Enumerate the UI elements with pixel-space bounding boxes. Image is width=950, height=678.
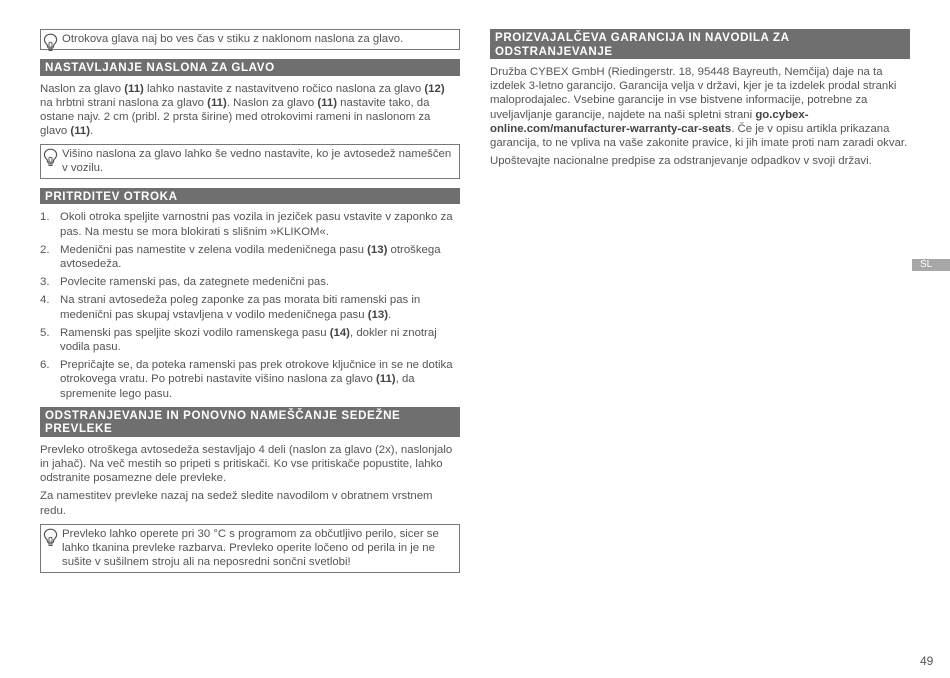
list-item: 1. Okoli otroka speljite varnostni pas vozila in jeziček pasu vstavite v zaponko za pas. Na mestu se mora blokirati s slišnim »KLIKOM«.	[40, 211, 453, 238]
list-item: 2. Medenični pas namestite v zelena vodila medeničnega pasu (13) otroškega avtosedeža.	[40, 243, 441, 271]
paragraph: Naslon za glavo (11) lahko nastavite z nastavitveno ročico naslona za glavo (12) na hrbtni strani naslona za glavo (11). Naslon za glavo (11) nastavite tako, da ostane najv. 2 cm (pribl. 2 prsta širine) med otrokovimi rameni in naslonom za glavo (11).	[40, 82, 445, 138]
left-column	[40, 29, 460, 582]
list-item: 5. Ramenski pas speljite skozi vodilo ramenskega pasu (14), dokler ni znotraj vodila pasu.	[40, 326, 437, 354]
paragraph: Upoštevajte nacionalne predpise za odstranjevanje odpadkov v svoji državi.	[490, 155, 872, 168]
list-item: 3. Povlecite ramenski pas, da zategnete medenični pas.	[40, 276, 330, 289]
section-heading: ODSTRANJEVANJE IN PONOVNO NAMEŠČANJE SEDEŽNE PREVLEKE	[40, 407, 460, 437]
note-text: Prevleko lahko operete pri 30 °C s programom za občutljivo perilo, sicer se lahko tkanina prevleke razbarva. Prevleko operite ločeno od perila in je ne sušite v sušilnem stroju ali na neposredni sončni svetlobi!	[62, 527, 439, 569]
note-box	[40, 524, 460, 574]
paragraph: Za namestitev prevleke nazaj na sedež sledite navodilom v obratnem vrstnem redu.	[40, 490, 433, 517]
section-heading: PRITRDITEV OTROKA	[40, 188, 460, 205]
note-box	[40, 144, 460, 179]
paragraph: Družba CYBEX GmbH (Riedingerstr. 18, 95448 Bayreuth, Nemčija) daje na ta izdelek 3-letno garancijo. Garancija velja v državi, kjer je ta izdelek prodal stranki maloprodajalec. Vsebine garancije in vse bistvene informacije, potrebne za uveljavljanje garancije, najdete na naši spletni strani go.cybex-online.com/manufacturer-warranty-car-seats. Če je v opisu artikla prikazana garancija, to ne vpliva na vaše zakonite pravice, ki jih imate proti nam zaradi okvar.	[490, 66, 908, 150]
note-text: Otrokova glava naj bo ves čas v stiku z naklonom naslona za glavo.	[62, 33, 404, 45]
note-box	[40, 29, 460, 50]
section-heading: NASTAVLJANJE NASLONA ZA GLAVO	[40, 59, 460, 76]
paragraph: Prevleko otroškega avtosedeža sestavljajo 4 deli (naslon za glavo (2x), naslonjalo in jahač). Na več mestih so pripeti s pritiskači. Ko vse pritiskače popustite, lahko odstranite posamezne dele prevleke.	[40, 443, 453, 485]
note-text: Višino naslona za glavo lahko še vedno nastavite, ko je avtosedež nameščen v vozilu.	[62, 147, 452, 174]
language-tab: SL	[912, 259, 950, 271]
list-item: 4. Na strani avtosedeža poleg zaponke za pas morata biti ramenski pas in medenični pas skupaj vstavljena v vodilo medeničnega pasu (13).	[40, 294, 421, 321]
section-heading: PROIZVAJALČEVA GARANCIJA IN NAVODILA ZA ODSTRANJEVANJE	[490, 29, 910, 59]
steps-list	[40, 210, 460, 400]
page-number: 49	[920, 654, 934, 668]
warranty-link: go.cybex-online.com/manufacturer-warranty-car-seats	[490, 108, 809, 135]
lightbulb-icon	[43, 148, 58, 167]
lightbulb-icon	[43, 528, 58, 547]
right-column	[490, 29, 910, 172]
lightbulb-icon	[43, 33, 58, 52]
list-item: 6. Prepričajte se, da poteka ramenski pas prek otrokove ključnice in se ne dotika otrokovega vratu. Po potrebi nastavite višino naslona za glavo (11), da spremenite lego pasu.	[40, 359, 453, 400]
